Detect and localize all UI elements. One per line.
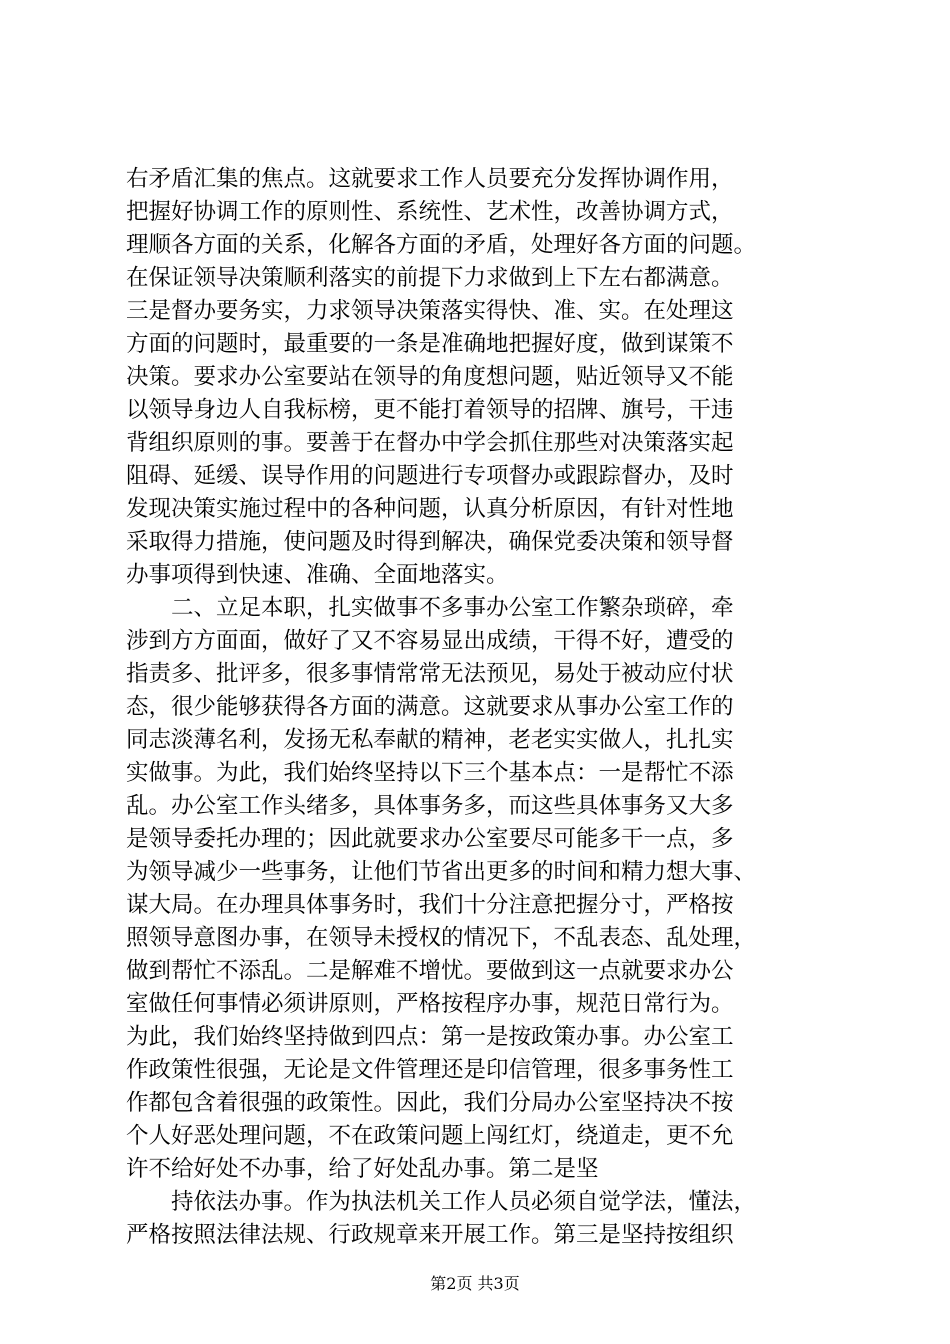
text-line: 同志淡薄名利，发扬无私奉献的精神，老老实实做人，扎扎实 (126, 727, 734, 753)
paragraph (126, 1186, 846, 1252)
text-line: 是领导委托办理的；因此就要求办公室要尽可能多干一点，多 (126, 826, 734, 852)
text-line: 为此，我们始终坚持做到四点：第一是按政策办事。办公室工 (126, 1024, 734, 1050)
text-line: 采取得力措施，使问题及时得到解决，确保党委决策和领导督 (126, 529, 734, 555)
text-line: 在保证领导决策顺利落实的前提下力求做到上下左右都满意。 (126, 265, 734, 291)
text-line: 照领导意图办事，在领导未授权的情况下，不乱表态、乱处理， (126, 925, 757, 951)
page-footer: 第2页 共3页 (430, 1274, 520, 1293)
text-line: 背组织原则的事。要善于在督办中学会抓住那些对决策落实起 (126, 430, 734, 456)
text-line: 室做任何事情必须讲原则，严格按程序办事，规范日常行为。 (126, 991, 734, 1017)
paragraph (126, 592, 846, 1186)
text-line: 谋大局。在办理具体事务时，我们十分注意把握分寸，严格按 (126, 892, 734, 918)
text-line: 以领导身边人自我标榜，更不能打着领导的招牌、旗号，干违 (126, 397, 734, 423)
text-line: 态，很少能够获得各方面的满意。这就要求从事办公室工作的 (126, 694, 734, 720)
text-line: 方面的问题时，最重要的一条是准确地把握好度，做到谋策不 (126, 331, 734, 357)
text-line: 决策。要求办公室要站在领导的角度想问题，贴近领导又不能 (126, 364, 734, 390)
paragraph (126, 163, 846, 592)
text-line: 个人好恶处理问题，不在政策问题上闯红灯，绕道走，更不允 (126, 1123, 734, 1149)
text-line: 发现决策实施过程中的各种问题，认真分析原因，有针对性地 (126, 496, 734, 522)
text-line: 许不给好处不办事，给了好处乱办事。第二是坚 (126, 1156, 599, 1182)
text-line: 严格按照法律法规、行政规章来开展工作。第三是坚持按组织 (126, 1222, 734, 1248)
text-line: 作都包含着很强的政策性。因此，我们分局办公室坚持决不按 (126, 1090, 734, 1116)
text-line: 把握好协调工作的原则性、系统性、艺术性，改善协调方式， (126, 199, 734, 225)
text-line: 做到帮忙不添乱。二是解难不增忧。要做到这一点就要求办公 (126, 958, 734, 984)
text-line: 理顺各方面的关系，化解各方面的矛盾，处理好各方面的问题。 (126, 232, 757, 258)
text-line: 三是督办要务实，力求领导决策落实得快、准、实。在处理这 (126, 298, 734, 324)
text-line: 右矛盾汇集的焦点。这就要求工作人员要充分发挥协调作用， (126, 166, 734, 192)
text-line: 涉到方方面面，做好了又不容易显出成绩，干得不好，遭受的 (126, 628, 734, 654)
text-line: 作政策性很强，无论是文件管理还是印信管理，很多事务性工 (126, 1057, 734, 1083)
text-line: 为领导减少一些事务，让他们节省出更多的时间和精力想大事、 (126, 859, 757, 885)
text-line: 二、立足本职，扎实做事不多事办公室工作繁杂琐碎，牵 (126, 595, 734, 621)
text-line: 办事项得到快速、准确、全面地落实。 (126, 562, 509, 588)
text-line: 指责多、批评多，很多事情常常无法预见，易处于被动应付状 (126, 661, 734, 687)
text-line: 实做事。为此，我们始终坚持以下三个基本点：一是帮忙不添 (126, 760, 734, 786)
text-line: 持依法办事。作为执法机关工作人员必须自觉学法，懂法， (126, 1189, 757, 1215)
text-line: 阻碍、延缓、误导作用的问题进行专项督办或跟踪督办，及时 (126, 463, 734, 489)
document-body (126, 163, 846, 1252)
text-line: 乱。办公室工作头绪多，具体事务多，而这些具体事务又大多 (126, 793, 734, 819)
